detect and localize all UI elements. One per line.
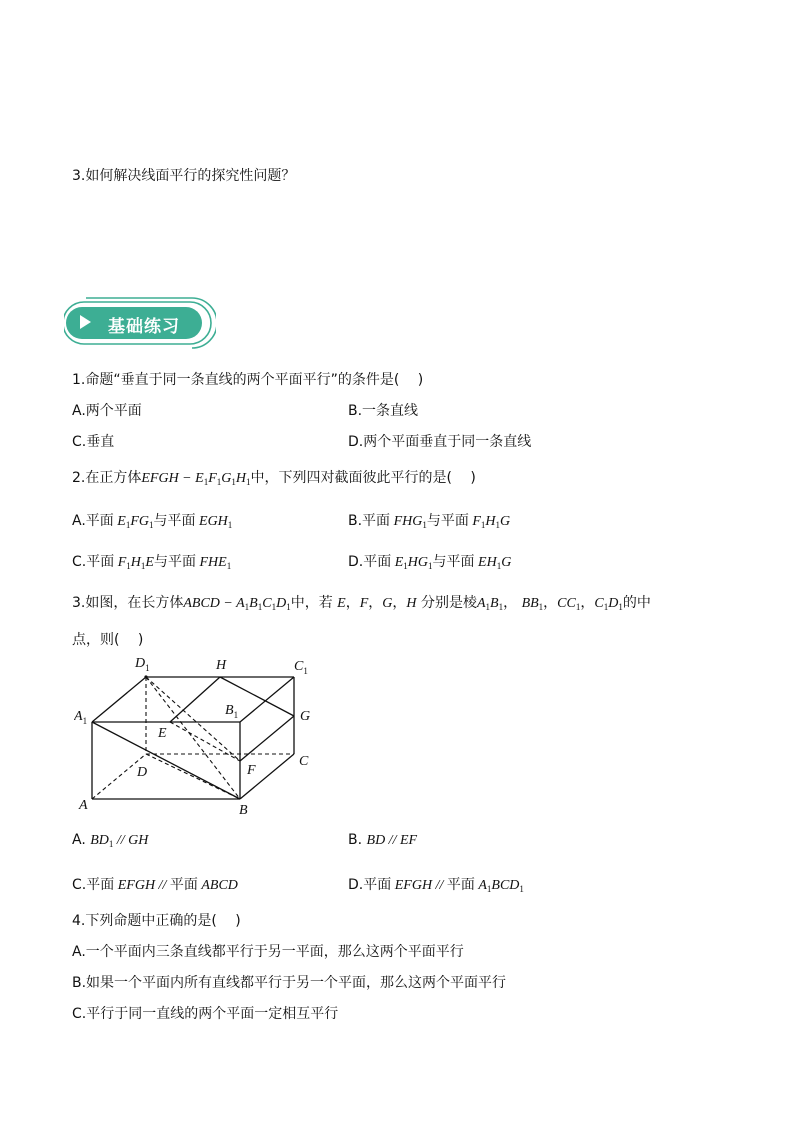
label-b1: $B_1$ xyxy=(225,703,239,720)
q3-option-c: C.平面 EFGH // 平面 ABCD xyxy=(72,877,238,893)
label-h: H xyxy=(216,658,227,673)
q3-option-d: D.平面 EFGH // 平面 $A_1BCD_1$ xyxy=(348,877,524,894)
q3-option-a: A. $BD_1$ // GH xyxy=(72,832,149,849)
q4-option-c: C.平行于同一直线的两个平面一定相互平行 xyxy=(72,1006,339,1022)
label-e: E xyxy=(158,726,167,741)
cuboid-figure xyxy=(74,650,344,820)
label-c: C xyxy=(299,754,309,769)
q3-stem-line2: 点，则( ) xyxy=(72,632,144,648)
play-icon xyxy=(80,315,91,329)
q2-option-d: D.平面 $E_1HG_1$与平面 $EH_1G$ xyxy=(348,554,512,571)
q3-stem: 3.如图，在长方体ABCD − $A_1B_1C_1D_1$中，若 E，F，G，H 分别是棱$A_1B_1$， $BB_1$，$CC_1$，$C_1D_1$的中 xyxy=(72,595,651,612)
q1-option-a: A.两个平面 xyxy=(72,403,142,419)
label-f: F xyxy=(247,763,256,778)
label-b: B xyxy=(239,803,248,818)
label-a1: $A_1$ xyxy=(74,709,88,726)
q2-option-c: C.平面 $F_1H_1E$与平面 $FHE_1$ xyxy=(72,554,232,571)
q1-stem: 1.命题“垂直于同一条直线的两个平面平行”的条件是( ) xyxy=(72,372,424,388)
label-d1: $D_1$ xyxy=(135,656,150,673)
badge-label: 基础练习 xyxy=(108,317,180,337)
question-3-explore: 3.如何解决线面平行的探究性问题？ xyxy=(72,168,296,184)
q4-stem: 4.下列命题中正确的是( ) xyxy=(72,913,241,929)
q1-option-d: D.两个平面垂直于同一条直线 xyxy=(348,434,532,450)
q2-stem: 2.在正方体EFGH − $E_1F_1G_1H_1$中，下列四对截面彼此平行的是( ) xyxy=(72,470,476,487)
section-badge xyxy=(64,296,216,350)
label-c1: $C_1$ xyxy=(294,659,308,676)
label-g: G xyxy=(300,709,311,724)
q3-option-b: B. BD // EF xyxy=(348,832,418,848)
q2-option-a: A.平面 $E_1FG_1$与平面 $EGH_1$ xyxy=(72,513,233,530)
q4-option-b: B.如果一个平面内所有直线都平行于另一个平面，那么这两个平面平行 xyxy=(72,975,507,991)
q1-option-c: C.垂直 xyxy=(72,434,115,450)
label-d: D xyxy=(137,765,148,780)
label-a: A xyxy=(79,798,88,813)
vertex-d1-dot xyxy=(144,675,147,678)
q2-option-b: B.平面 $FHG_1$与平面 $F_1H_1G$ xyxy=(348,513,511,530)
q4-option-a: A.一个平面内三条直线都平行于另一平面，那么这两个平面平行 xyxy=(72,944,464,960)
q1-option-b: B.一条直线 xyxy=(348,403,419,419)
